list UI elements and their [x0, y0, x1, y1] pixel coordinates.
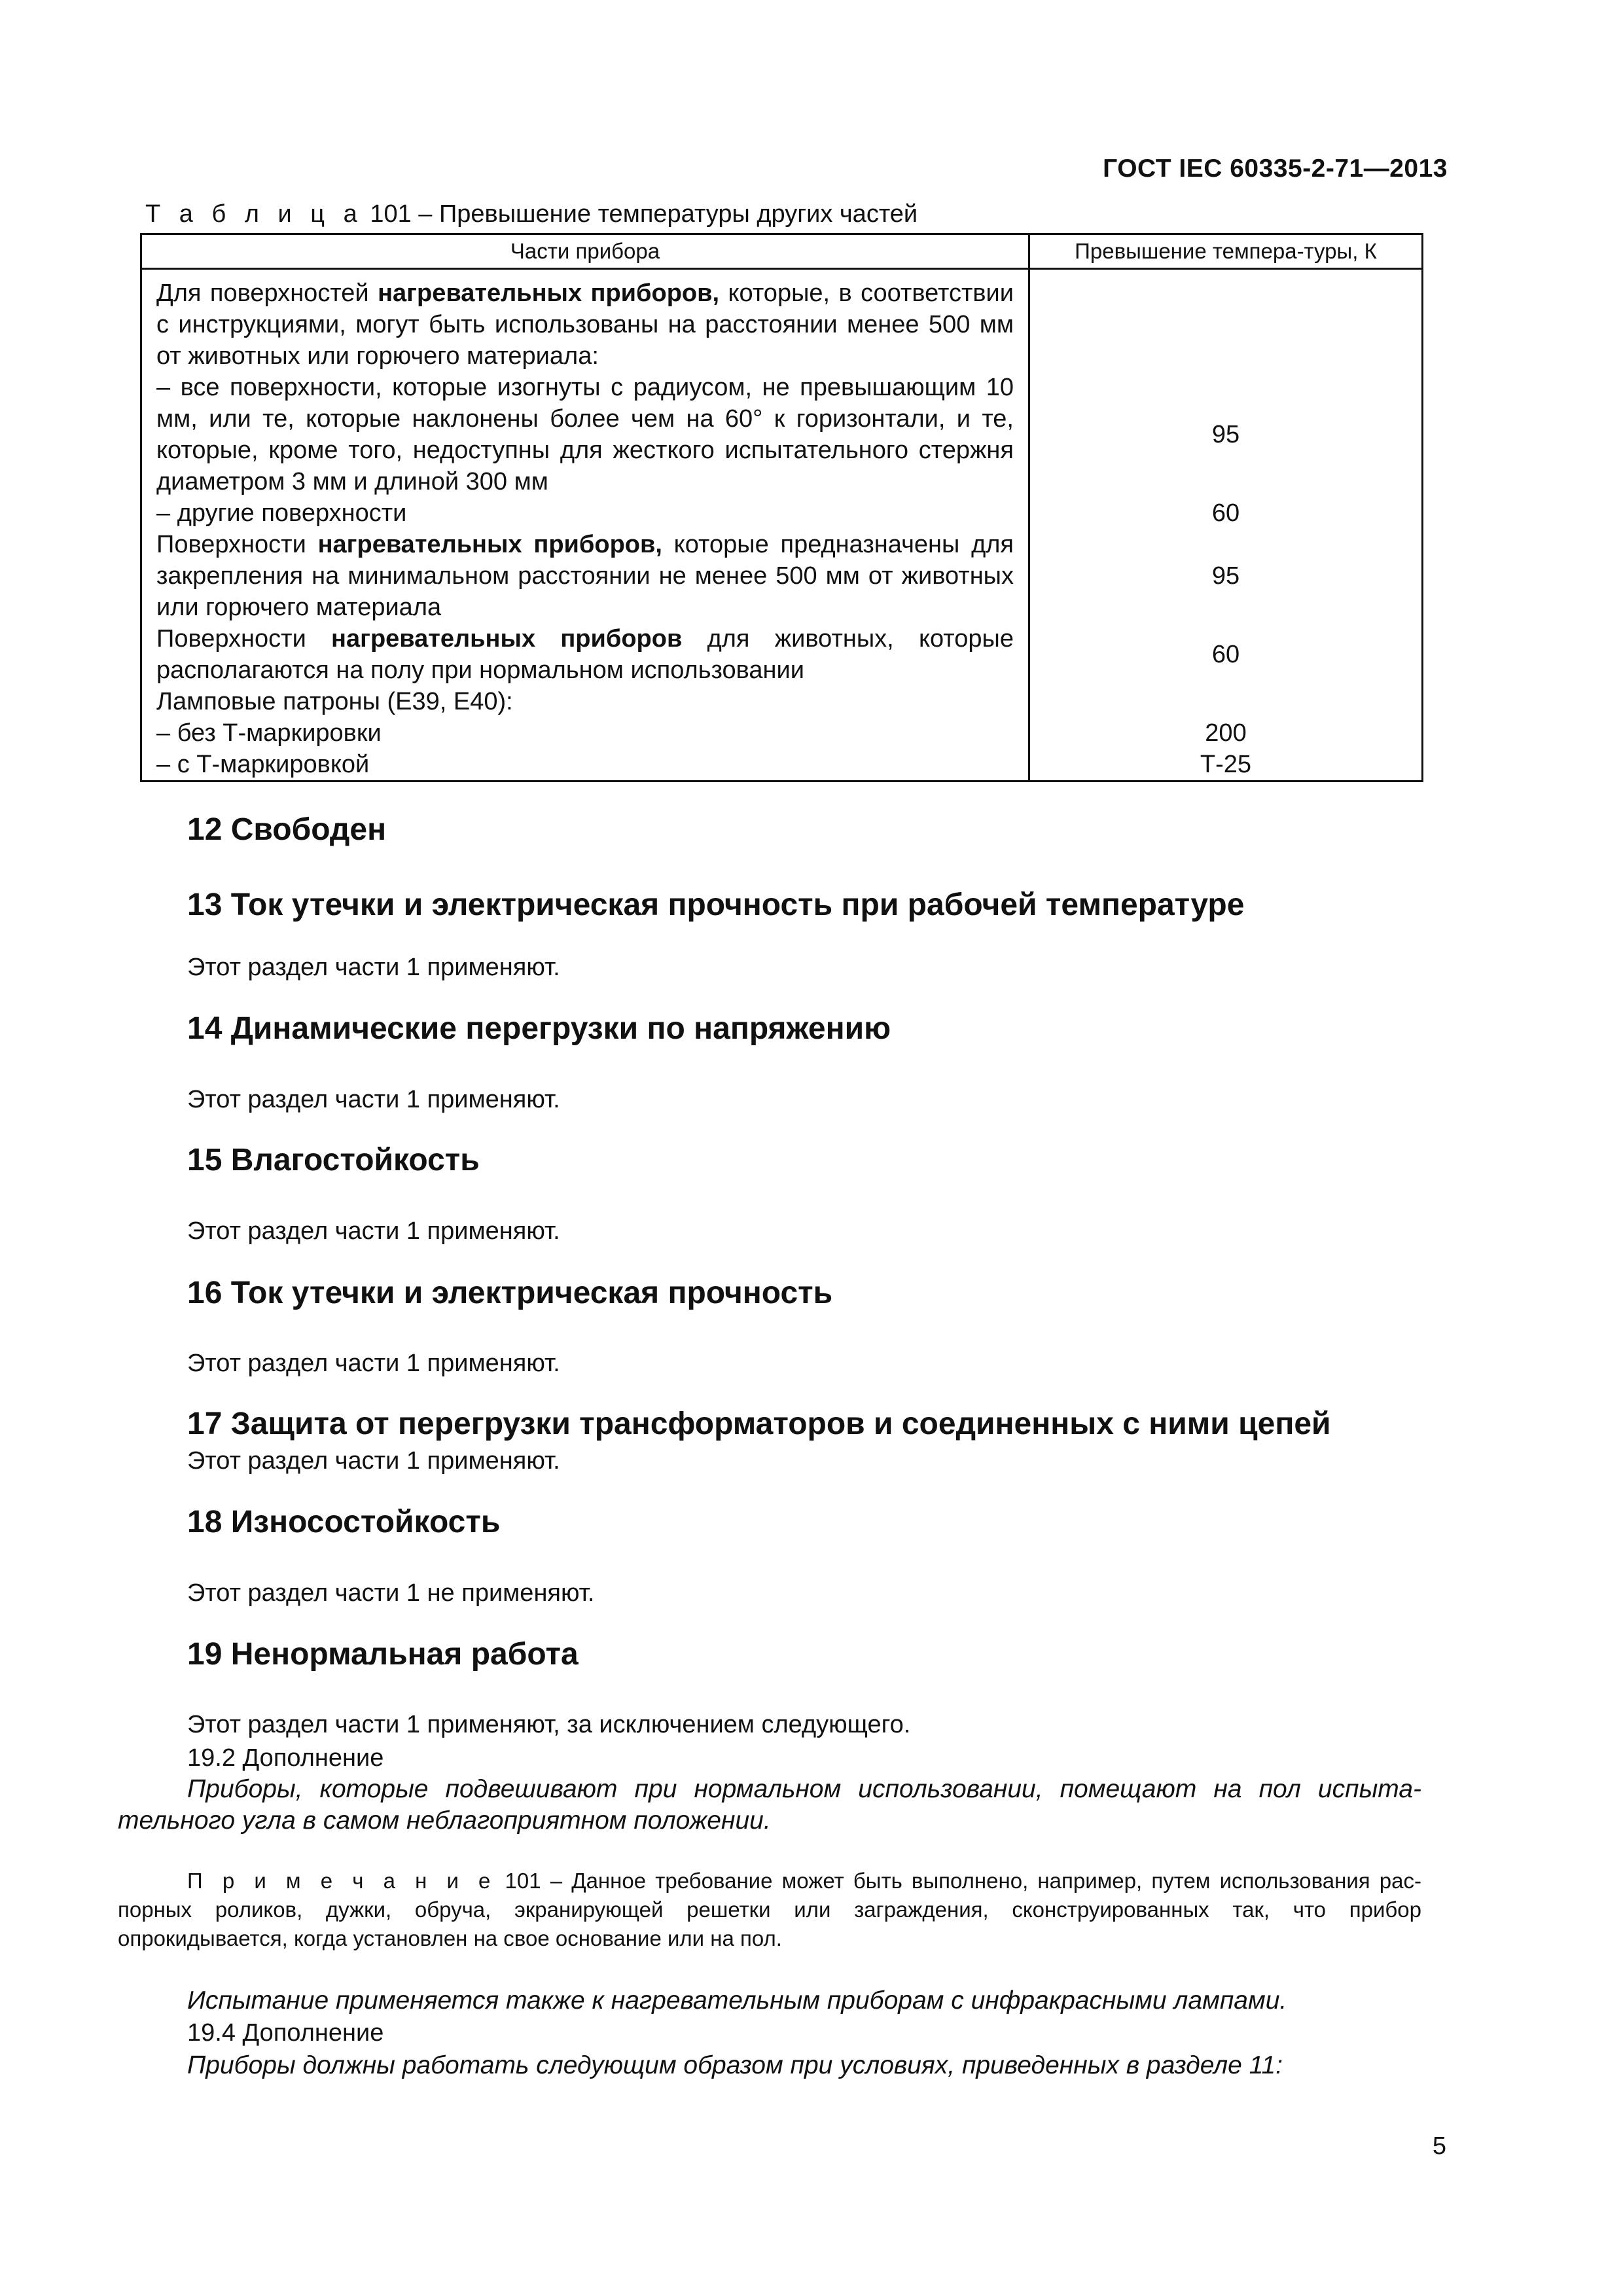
table-row — [141, 717, 1423, 749]
table-caption-title: 101 – Превышение температуры других частей — [363, 200, 918, 228]
table-cell-value: 95 — [1029, 269, 1423, 498]
cell-text: которые, в соответствии с инструкциями, могут быть использованы на расстоянии менее 500 мм от животных или горючего материала: — [156, 279, 1014, 370]
section-17-title: 17 Защита от перегрузки трансформаторов и соединенных с ними цепей — [187, 1407, 1331, 1441]
temperature-rise-table — [140, 233, 1423, 782]
table-cell-value: Т-25 — [1029, 749, 1423, 781]
table-cell-description — [141, 529, 1029, 623]
table-row — [141, 686, 1423, 717]
column-header-temperature: Превышение темпера-туры, К — [1029, 234, 1423, 269]
cell-text: Поверхности — [156, 625, 332, 653]
note-line: опрокидывается, когда установлен на свое основание или на пол. — [118, 1926, 782, 1950]
table-caption-label: Т а б л и ц а — [145, 200, 363, 228]
section-19-text: Этот раздел части 1 применяют, за исключением следующего. — [187, 1711, 911, 1738]
table-cell-description: – с Т-маркировкой — [141, 749, 1029, 781]
table-cell-description: – без Т-маркировки — [141, 717, 1029, 749]
section-16-text: Этот раздел части 1 применяют. — [187, 1350, 560, 1377]
note-line — [118, 1867, 1421, 1895]
table-cell-value: 60 — [1029, 497, 1423, 529]
requirement-line: Приборы, которые подвешивают при нормальном использовании, помещают на пол испыта- — [187, 1775, 1421, 1803]
section-18-title: 18 Износостойкость — [187, 1505, 501, 1539]
cell-text-bold: нагревательных приборов, — [378, 279, 720, 307]
document-code: ГОСТ IEC 60335-2-71—2013 — [1103, 154, 1448, 183]
cell-text-bold: нагревательных приборов, — [317, 531, 662, 558]
table-cell-description: – другие поверхности — [141, 497, 1029, 529]
note-101 — [118, 1867, 1421, 1953]
section-17-text: Этот раздел части 1 применяют. — [187, 1447, 560, 1475]
section-13-title: 13 Ток утечки и электрическая прочность при рабочей температуре — [187, 888, 1245, 922]
subsection-19-2-requirement — [118, 1774, 1421, 1837]
page-number: 5 — [1432, 2132, 1446, 2160]
subsection-19-4-requirement: Приборы должны работать следующим образом при условиях, приведенных в разделе 11: — [187, 2051, 1283, 2079]
cell-text: для животных, которые располагаются на полу при нормальном использовании — [156, 625, 1014, 684]
section-18-text: Этот раздел части 1 не применяют. — [187, 1579, 595, 1607]
section-19-title: 19 Ненормальная работа — [187, 1637, 579, 1672]
table-row — [141, 749, 1423, 781]
table-cell-value: 95 — [1029, 529, 1423, 623]
table-row — [141, 269, 1423, 498]
table-cell-description: Ламповые патроны (Е39, Е40): — [141, 686, 1029, 717]
table-row — [141, 497, 1423, 529]
table-cell-value: 60 — [1029, 623, 1423, 686]
section-13-text: Этот раздел части 1 применяют. — [187, 954, 560, 981]
table-caption — [145, 200, 918, 228]
cell-text: Для поверхностей — [156, 279, 378, 307]
table-header-row — [141, 234, 1423, 269]
table-row — [141, 529, 1423, 623]
column-header-parts: Части прибора — [141, 234, 1029, 269]
note-label: П р и м е ч а н и е — [187, 1869, 496, 1893]
table-cell-description — [141, 269, 1029, 498]
section-16-title: 16 Ток утечки и электрическая прочность — [187, 1276, 833, 1310]
table-101 — [140, 233, 1421, 782]
section-15-title: 15 Влагостойкость — [187, 1143, 480, 1177]
test-statement: Испытание применяется также к нагревательным приборам с инфракрасными лампами. — [187, 1986, 1287, 2015]
subsection-19-2: 19.2 Дополнение — [187, 1744, 384, 1772]
requirement-line: тельного угла в самом неблагоприятном положении. — [118, 1806, 771, 1835]
cell-text: – все поверхности, которые изогнуты с радиусом, не превышающим 10 мм, или те, которые наклонены более чем на 60° к горизонтали, и те, которые, кроме того, недоступны для жесткого испытательного стержня диаметром 3 мм и длиной 300 мм — [156, 374, 1014, 495]
cell-text: Поверхности — [156, 531, 318, 558]
section-14-text: Этот раздел части 1 применяют. — [187, 1086, 560, 1113]
table-row — [141, 623, 1423, 686]
note-text: 101 – Данное требование может быть выполнено, например, путем использования рас- — [495, 1869, 1421, 1893]
subsection-19-4: 19.4 Дополнение — [187, 2019, 384, 2047]
section-15-text: Этот раздел части 1 применяют. — [187, 1217, 560, 1245]
section-14-title: 14 Динамические перегрузки по напряжению — [187, 1011, 891, 1046]
cell-text-bold: нагревательных приборов — [331, 625, 683, 653]
table-cell-description — [141, 623, 1029, 686]
cell-text: которые предназначены для закрепления на минимальном расстоянии не менее 500 мм от животных или горючего материала — [156, 531, 1014, 621]
note-line: порных роликов, дужки, обруча, экранирующей решетки или заграждения, сконструированных так, что прибор — [118, 1897, 1421, 1922]
section-12-title: 12 Свободен — [187, 812, 387, 847]
table-cell-value: 200 — [1029, 717, 1423, 749]
table-cell-value — [1029, 686, 1423, 717]
